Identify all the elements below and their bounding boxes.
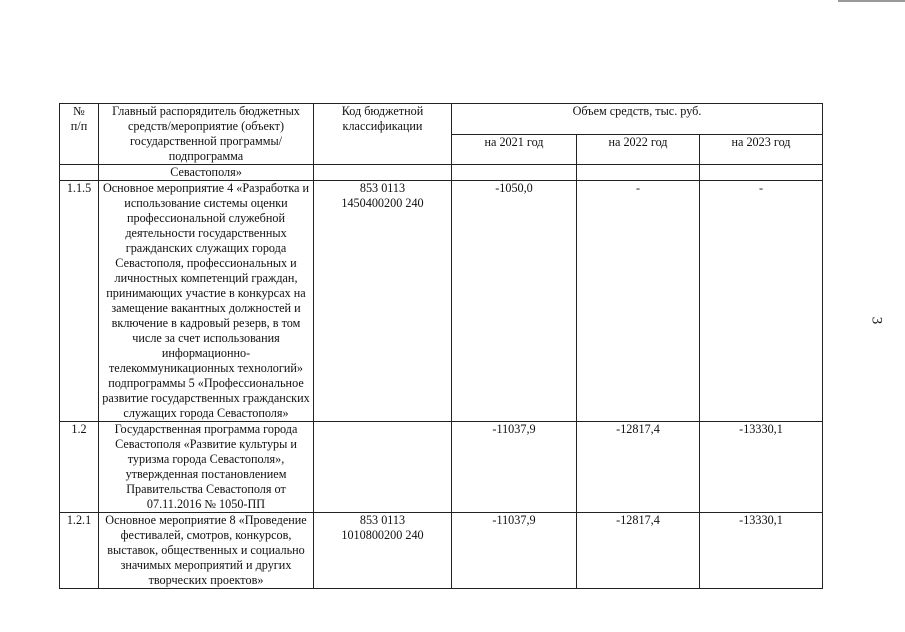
row-num: 1.2.1 — [60, 513, 99, 589]
row-value-2021: -1050,0 — [452, 181, 577, 422]
continuation-row — [60, 165, 823, 181]
row-value-2023: - — [700, 181, 823, 422]
row-code: 853 0113 1450400200 240 — [314, 181, 452, 422]
row-value-2022: -12817,4 — [577, 422, 700, 513]
row-value-2023: -13330,1 — [700, 513, 823, 589]
row-value-2021: -11037,9 — [452, 422, 577, 513]
row-num: 1.2 — [60, 422, 99, 513]
row-value-2023: -13330,1 — [700, 422, 823, 513]
row-code — [314, 422, 452, 513]
table-row — [60, 513, 823, 589]
row-value-2022: - — [577, 181, 700, 422]
budget-table — [59, 103, 823, 589]
header-year-2021: на 2021 год — [452, 134, 577, 165]
header-amount: Объем средств, тыс. руб. — [452, 104, 823, 135]
table-row — [60, 181, 823, 422]
row-value-2022: -12817,4 — [577, 513, 700, 589]
row-name: Основное мероприятие 8 «Проведение фестивалей, смотров, конкурсов, выставок, общественных и социально значимых мероприятий и других творческих проектов» — [99, 513, 314, 589]
header-num: № п/п — [60, 104, 99, 165]
row-num: 1.1.5 — [60, 181, 99, 422]
continuation-text: Севастополя» — [99, 165, 314, 181]
row-name: Государственная программа города Севастополя «Развитие культуры и туризма города Севастополя», утвержденная постановлением Правительства Севастополя от 07.11.2016 № 1050-ПП — [99, 422, 314, 513]
header-year-2022: на 2022 год — [577, 134, 700, 165]
top-edge-rule — [838, 0, 905, 2]
row-value-2021: -11037,9 — [452, 513, 577, 589]
page-number: 3 — [868, 316, 885, 325]
header-name: Главный распорядитель бюджетных средств/мероприятие (объект) государственной программы/подпрограмма — [99, 104, 314, 165]
row-name: Основное мероприятие 4 «Разработка и использование системы оценки профессиональной служебной деятельности государственных гражданских служащих города Севастополя, профессиональных и личностных компетенций граждан, принимающих участие в конкурсах на замещение вакантных должностей и включение в кадровый резерв, в том числе за счет использования информационно-телекоммуникационных технологий» подпрограммы 5 «Профессиональное развитие государственных гражданских служащих города Севастополя» — [99, 181, 314, 422]
header-row-1 — [60, 104, 823, 135]
table-row — [60, 422, 823, 513]
header-code: Код бюджетной классификации — [314, 104, 452, 165]
row-code: 853 0113 1010800200 240 — [314, 513, 452, 589]
header-year-2023: на 2023 год — [700, 134, 823, 165]
